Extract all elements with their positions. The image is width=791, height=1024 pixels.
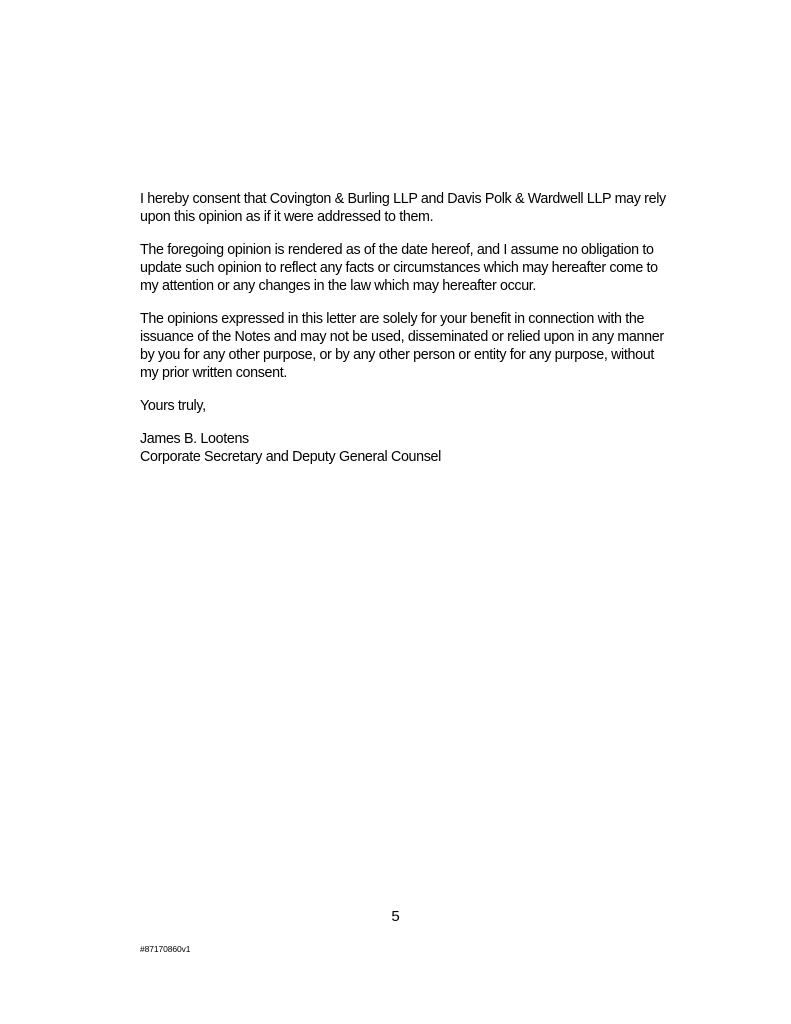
signatory-name: James B. Lootens [140,431,249,447]
consent-paragraph: I hereby consent that Covington & Burling LLP and Davis Polk & Wardwell LLP may rely upon this opinion as if it were addressed to them. [140,191,666,225]
signatory-title: Corporate Secretary and Deputy General Counsel [140,449,441,465]
document-id: #87170860v1 [140,944,191,954]
letter-body [140,190,670,466]
closing-salutation: Yours truly, [140,398,206,414]
date-paragraph: The foregoing opinion is rendered as of the date hereof, and I assume no obligation to update such opinion to reflect any facts or circumstances which may hereafter come to my attention or any changes in the law which may hereafter occur. [140,242,658,294]
page-number: 5 [391,908,400,925]
benefit-paragraph: The opinions expressed in this letter are solely for your benefit in connection with the issuance of the Notes and may not be used, disseminated or relied upon in any manner by you for any other purpose, or by any other person or entity for any purpose, without my prior written consent. [140,311,664,381]
